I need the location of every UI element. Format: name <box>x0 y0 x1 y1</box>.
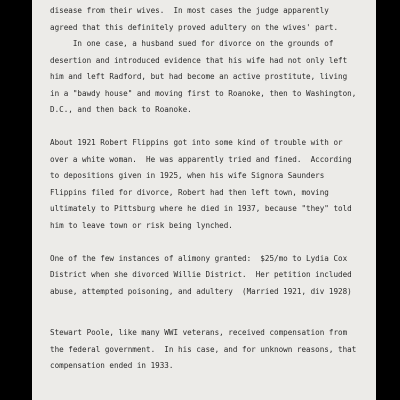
text-line: In one case, a husband sued for divorce on the grounds of <box>50 39 334 48</box>
text-line: the federal government. In his case, and for unknown reasons, that <box>50 345 357 354</box>
text-line: desertion and introduced evidence that his wife had not only left <box>50 56 348 65</box>
text-line: to depositions given in 1925, when his wife Signora Saunders <box>50 171 325 180</box>
text-line: compensation ended in 1933. <box>50 361 174 370</box>
text-line: agreed that this definitely proved adultery on the wives' part. <box>50 23 339 32</box>
text-line: ultimately to Pittsburg where he died in 1937, because "they" told <box>50 204 352 213</box>
text-line: About 1921 Robert Flippins got into some kind of trouble with or <box>50 138 343 147</box>
text-line: over a white woman. He was apparently tried and fined. According <box>50 155 352 164</box>
text-line: Stewart Poole, like many WWI veterans, received compensation from <box>50 328 348 337</box>
text-line: him to leave town or risk being lynched. <box>50 221 233 230</box>
document-page <box>32 0 376 400</box>
text-line: him and left Radford, but had become an active prostitute, living <box>50 72 348 81</box>
text-line: disease from their wives. In most cases the judge apparently <box>50 6 329 15</box>
text-line: in a "bawdy house" and moving first to Roanoke, then to Washington, <box>50 89 357 98</box>
text-line: abuse, attempted poisoning, and adultery (Married 1921, div 1928) <box>50 287 352 296</box>
text-line: District when she divorced Willie District. Her petition included <box>50 270 352 279</box>
text-line: One of the few instances of alimony granted: $25/mo to Lydia Cox <box>50 254 348 263</box>
text-line: Flippins filed for divorce, Robert had then left town, moving <box>50 188 329 197</box>
text-line: D.C., and then back to Roanoke. <box>50 105 192 114</box>
